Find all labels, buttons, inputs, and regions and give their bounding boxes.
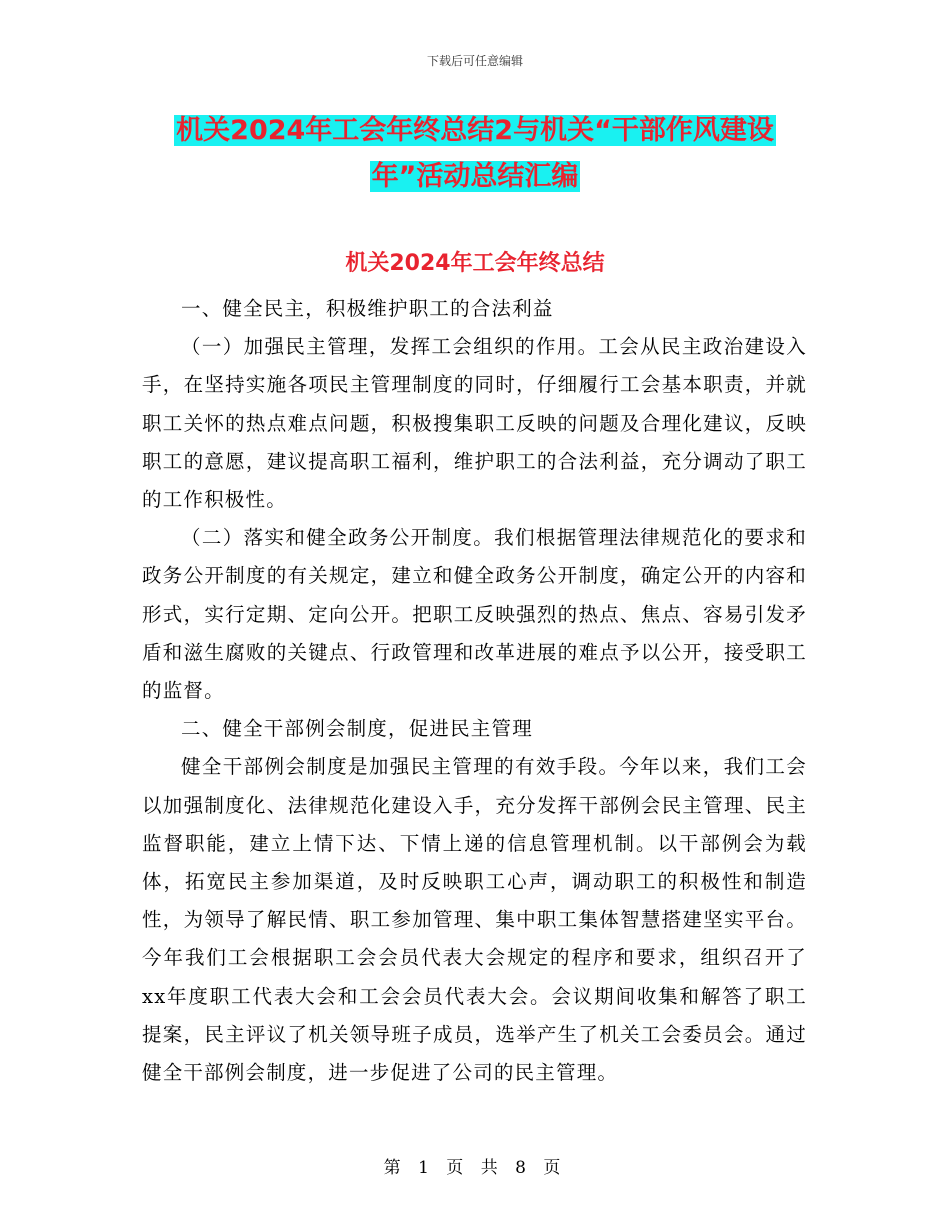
- paragraph-1: （一）加强民主管理，发挥工会组织的作用。工会从民主政治建设入手，在坚持实施各项民主管理制度的同时，仔细履行工会基本职责，并就职工关怀的热点难点问题，积极搜集职工反映的问题及合理化建议，反映职工的意愿，建议提高职工福利，维护职工的合法利益，充分调动了职工的工作积极性。: [142, 335, 807, 512]
- heading-1: 一、健全民主，积极维护职工的合法利益: [181, 297, 554, 320]
- header-note: 下载后可任意编辑: [426, 54, 523, 68]
- paragraph-2: （二）落实和健全政务公开制度。我们根据管理法律规范化的要求和政务公开制度的有关规定，建立和健全政务公开制度，确定公开的内容和形式，实行定期、定向公开。把职工反映强烈的热点、焦点、容易引发矛盾和滋生腐败的关键点、行政管理和改革进展的难点予以公开，接受职工的监督。: [142, 526, 807, 703]
- document-title: [140, 108, 810, 200]
- page-footer: 第 1 页 共 8 页: [383, 1158, 567, 1178]
- paragraph-3: 健全干部例会制度是加强民主管理的有效手段。今年以来，我们工会以加强制度化、法律规范化建设入手，充分发挥干部例会民主管理、民主监督职能，建立上情下达、下情上递的信息管理机制。以干部例会为载体，拓宽民主参加渠道，及时反映职工心声，调动职工的积极性和制造性，为领导了解民情、职工参加管理、集中职工集体智慧搭建坚实平台。今年我们工会根据职工会会员代表大会规定的程序和要求，组织召开了xx年度职工代表大会和工会会员代表大会。会议期间收集和解答了职工提案，民主评议了机关领导班子成员，选举产生了机关工会委员会。通过健全干部例会制度，进一步促进了公司的民主管理。: [142, 755, 807, 1085]
- heading-2: 二、健全干部例会制度，促进民主管理: [181, 717, 533, 741]
- document-body: [142, 290, 807, 1092]
- section-title: 机关2024年工会年终总结: [345, 251, 605, 276]
- document-title-text: 机关2024年工会年终总结2与机关“干部作风建设年”活动总结汇编: [176, 115, 774, 192]
